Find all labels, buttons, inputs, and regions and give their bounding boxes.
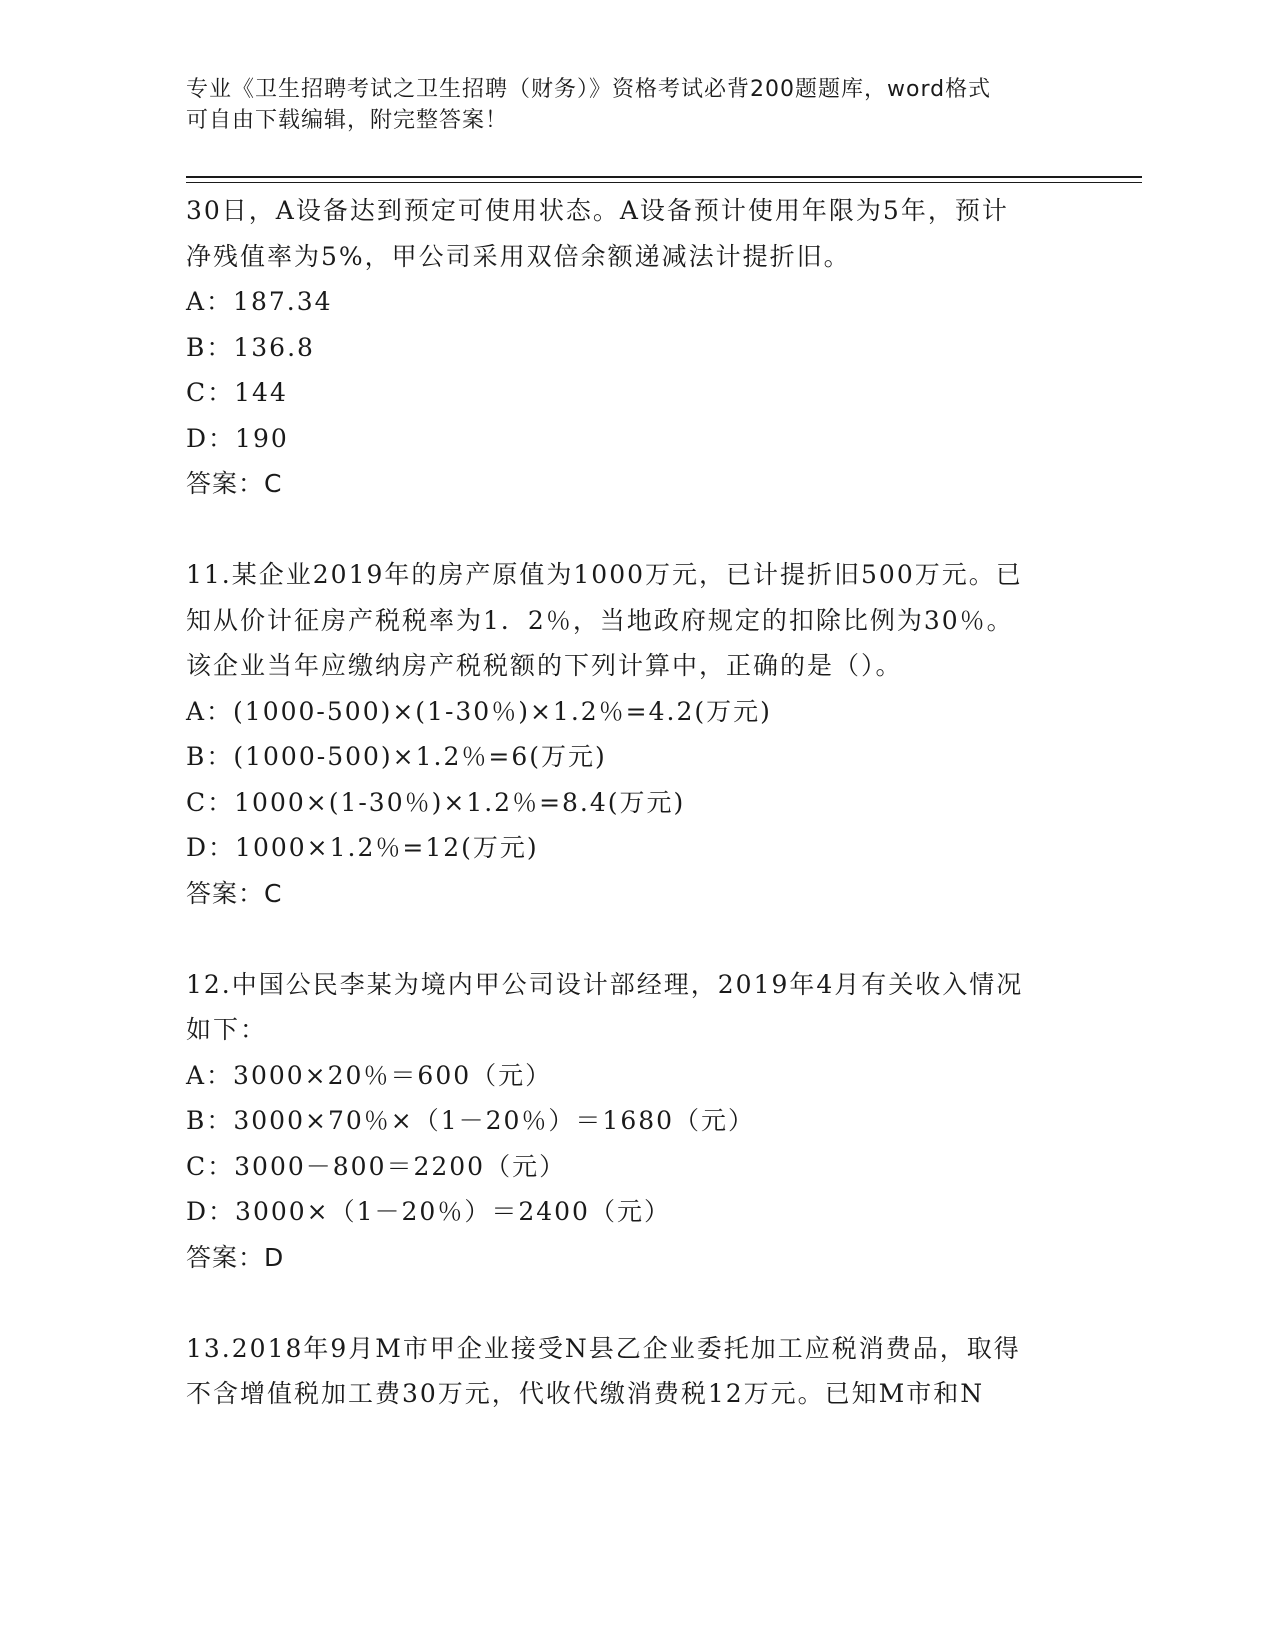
answer-line: 答案：D	[186, 1242, 285, 1272]
option-a: A：3000×20％＝600（元）	[186, 1060, 553, 1090]
question-text-line: 该企业当年应缴纳房产税税额的下列计算中，正确的是（）。	[186, 651, 903, 680]
question-text-line: 12.中国公民李某为境内甲公司设计部经理，2019年4月有关收入情况	[186, 969, 1024, 999]
spacer	[186, 507, 1086, 553]
option-d: D：1000×1.2％=12(万元)	[186, 833, 539, 862]
option-b: B：3000×70％×（1－20％）＝1680（元）	[186, 1106, 756, 1135]
option-b: B：(1000-500)×1.2％=6(万元)	[186, 742, 607, 771]
spacer	[186, 916, 1086, 962]
option-c: C：3000－800＝2200（元）	[186, 1151, 567, 1181]
spacer	[186, 1280, 1086, 1326]
header-line-1: 专业《卫生招聘考试之卫生招聘（财务）》资格考试必背200题题库，word格式	[186, 77, 992, 102]
option-a: A：187.34	[186, 287, 333, 316]
option-d: D：3000×（1－20％）＝2400（元）	[186, 1197, 671, 1226]
header-line-2: 可自由下载编辑，附完整答案！	[186, 108, 509, 133]
answer-line: 答案：C	[186, 878, 283, 908]
option-c: C：1000×(1-30％)×1.2％=8.4(万元)	[186, 787, 686, 817]
document-body	[186, 188, 1086, 1417]
option-a: A：(1000-500)×(1-30％)×1.2％=4.2(万元)	[186, 696, 772, 726]
question-13	[186, 1326, 1086, 1417]
question-text-line: 如下：	[186, 1015, 268, 1044]
header-divider-thick	[186, 176, 1142, 178]
question-12	[186, 962, 1086, 1281]
question-10	[186, 188, 1086, 507]
question-text-line: 知从价计征房产税税率为1．2％，当地政府规定的扣除比例为30％。	[186, 605, 1014, 635]
header-divider-thin	[186, 182, 1142, 183]
question-text-line: 11.某企业2019年的房产原值为1000万元，已计提折旧500万元。已	[186, 560, 1023, 589]
document-header	[186, 74, 1066, 136]
answer-line: 答案：C	[186, 469, 283, 498]
question-11	[186, 552, 1086, 916]
question-text-line: 30日，A设备达到预定可使用状态。A设备预计使用年限为5年，预计	[186, 196, 1009, 225]
option-c: C：144	[186, 378, 288, 407]
option-d: D：190	[186, 423, 289, 453]
option-b: B：136.8	[186, 332, 315, 362]
question-text-line: 不含增值税加工费30万元，代收代缴消费税12万元。已知M市和N	[186, 1379, 985, 1408]
question-text-line: 净残值率为5%，甲公司采用双倍余额递减法计提折旧。	[186, 241, 851, 271]
question-text-line: 13.2018年9月M市甲企业接受N县乙企业委托加工应税消费品，取得	[186, 1333, 1021, 1363]
